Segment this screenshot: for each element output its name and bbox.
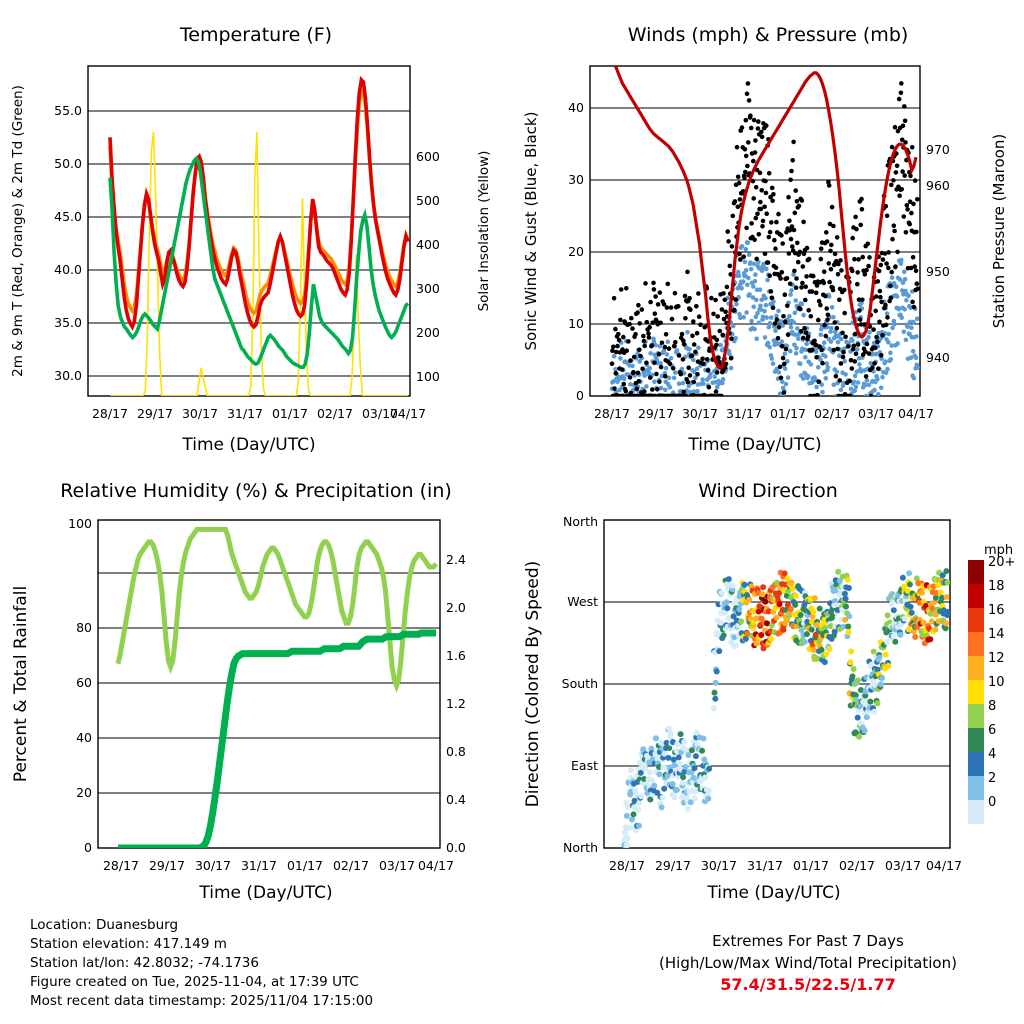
xtick-direction-2: 30/17: [700, 858, 738, 873]
svg-text:4: 4: [988, 747, 997, 762]
xtick-winds-1: 29/17: [637, 406, 675, 421]
ytick-winds-3: 30: [568, 172, 584, 187]
xtick-humidity-4: 01/17: [286, 858, 324, 873]
panel-humidity-precip: [0, 468, 512, 908]
ytick-direction-4: North: [563, 514, 598, 529]
svg-text:0: 0: [988, 795, 997, 810]
xtick-winds-6: 03/17: [857, 406, 895, 421]
xtick-winds-4: 01/17: [769, 406, 807, 421]
xtick-direction-1: 29/17: [654, 858, 692, 873]
svg-text:10: 10: [988, 675, 1005, 690]
ytick-right-winds-1: 950: [926, 264, 950, 279]
ytick-right-humidity-5: 2.0: [446, 600, 466, 615]
xtick-direction-0: 28/17: [608, 858, 646, 873]
xtick-direction-3: 31/17: [746, 858, 784, 873]
xtick-winds-7: 04/17: [897, 406, 935, 421]
ytick-right-humidity-0: 0.0: [446, 840, 466, 855]
ylabel-winds: Sonic Wind & Gust (Blue, Black): [522, 111, 540, 351]
xlabel-humidity: Time (Day/UTC): [199, 883, 333, 902]
temperature-plot: [0, 46, 512, 466]
ytick-right-temperature-2: 300: [416, 281, 440, 296]
xtick-winds-3: 31/17: [725, 406, 763, 421]
xtick-humidity-6: 03/17: [378, 858, 416, 873]
svg-text:20+: 20+: [988, 555, 1016, 570]
ytick-temperature-1: 35.0: [54, 315, 82, 330]
ytick-temperature-3: 45.0: [54, 209, 82, 224]
ylabel-right-temperature: Solar Insolation (Yellow): [476, 150, 492, 312]
xtick-temperature-3: 31/17: [226, 406, 264, 421]
svg-text:16: 16: [988, 603, 1005, 618]
ytick-right-temperature-3: 400: [416, 237, 440, 252]
panel-wind-direction: [512, 468, 1024, 908]
xtick-humidity-3: 31/17: [240, 858, 278, 873]
ytick-direction-1: East: [571, 758, 598, 773]
extremes-line2: (High/Low/Max Wind/Total Precipitation): [659, 954, 957, 972]
xtick-winds-5: 02/17: [813, 406, 851, 421]
ytick-right-humidity-2: 0.8: [446, 744, 466, 759]
ylabel-temperature: 2m & 9m T (Red, Orange) & 2m Td (Green): [10, 85, 26, 377]
xtick-humidity-5: 02/17: [332, 858, 370, 873]
xlabel-winds: Time (Day/UTC): [688, 435, 822, 455]
info-recent: Most recent data timestamp: 2025/11/04 17:15:00: [30, 993, 374, 1009]
xtick-temperature-2: 30/17: [181, 406, 219, 421]
info-created: Figure created on Tue, 2025-11-04, at 17:39 UTC: [30, 974, 359, 990]
xtick-humidity-2: 30/17: [194, 858, 232, 873]
extremes-line1: Extremes For Past 7 Days: [712, 932, 904, 950]
svg-text:6: 6: [988, 723, 997, 738]
ytick-humidity-1: 20: [76, 785, 92, 800]
ytick-humidity-4: 80: [76, 620, 92, 635]
extremes-values: 57.4/31.5/22.5/1.77: [720, 975, 896, 994]
info-latlon: Station lat/lon: 42.8032; -74.1736: [30, 955, 259, 971]
ytick-right-temperature-4: 500: [416, 193, 440, 208]
wind-speed-legend: [968, 543, 1015, 824]
xtick-direction-7: 04/17: [925, 858, 963, 873]
svg-text:14: 14: [988, 627, 1005, 642]
xlabel-direction: Time (Day/UTC): [707, 883, 841, 902]
wind-direction-plot: [512, 502, 1024, 902]
svg-text:2: 2: [988, 771, 997, 786]
xtick-direction-4: 01/17: [792, 858, 830, 873]
ytick-direction-3: West: [567, 594, 598, 609]
xtick-winds-2: 30/17: [681, 406, 719, 421]
ytick-right-humidity-6: 2.4: [446, 552, 466, 567]
ytick-right-temperature-0: 100: [416, 369, 440, 384]
ytick-winds-0: 0: [576, 388, 584, 403]
xtick-humidity-7: 04/17: [417, 858, 455, 873]
ytick-right-temperature-1: 200: [416, 325, 440, 340]
humidity-plot: [0, 502, 512, 902]
ytick-right-winds-3: 970: [926, 142, 950, 157]
ytick-humidity-5: 100: [68, 516, 92, 531]
ytick-winds-1: 10: [568, 316, 584, 331]
ytick-humidity-3: 60: [76, 675, 92, 690]
xtick-humidity-1: 29/17: [148, 858, 186, 873]
xtick-temperature-0: 28/17: [91, 406, 129, 421]
ytick-temperature-2: 40.0: [54, 262, 82, 277]
xtick-temperature-7: 04/17: [389, 406, 427, 421]
xtick-temperature-6: 03/17: [361, 406, 399, 421]
ytick-temperature-0: 30.0: [54, 368, 82, 383]
ylabel-right-winds: Station Pressure (Maroon): [990, 133, 1008, 329]
panel-temperature: [0, 0, 512, 468]
ytick-right-humidity-1: 0.4: [446, 792, 466, 807]
station-info: [30, 916, 373, 1011]
chart-title-humidity: Relative Humidity (%) & Precipitation (in): [60, 480, 452, 502]
ytick-right-humidity-3: 1.2: [446, 696, 466, 711]
panel-winds-pressure: [512, 0, 1024, 468]
ytick-winds-4: 40: [568, 100, 584, 115]
ytick-right-temperature-5: 600: [416, 149, 440, 164]
winds-plot: [512, 46, 1024, 466]
xlabel-temperature: Time (Day/UTC): [182, 435, 316, 455]
xtick-temperature-4: 01/17: [271, 406, 309, 421]
svg-text:mph: mph: [984, 543, 1014, 558]
svg-text:12: 12: [988, 651, 1005, 666]
xtick-temperature-1: 29/17: [136, 406, 174, 421]
svg-text:18: 18: [988, 579, 1005, 594]
ytick-right-winds-2: 960: [926, 178, 950, 193]
ytick-direction-0: North: [563, 840, 598, 855]
ylabel-humidity: Percent & Total Rainfall: [11, 585, 31, 783]
chart-title-winds: Winds (mph) & Pressure (mb): [627, 24, 909, 46]
xtick-winds-0: 28/17: [593, 406, 631, 421]
ylabel-direction: Direction (Colored By Speed): [523, 560, 543, 808]
info-elevation: Station elevation: 417.149 m: [30, 936, 227, 952]
chart-title-temperature: Temperature (F): [179, 24, 333, 46]
ytick-right-humidity-4: 1.6: [446, 648, 466, 663]
ytick-winds-2: 20: [568, 244, 584, 259]
extremes-block: [628, 930, 988, 996]
xtick-temperature-5: 02/17: [316, 406, 354, 421]
ytick-humidity-2: 40: [76, 730, 92, 745]
ytick-temperature-5: 55.0: [54, 103, 82, 118]
xtick-direction-6: 03/17: [884, 858, 922, 873]
ytick-humidity-0: 0: [84, 840, 92, 855]
xtick-humidity-0: 28/17: [102, 858, 140, 873]
info-location: Location: Duanesburg: [30, 917, 179, 933]
ytick-direction-2: South: [561, 676, 598, 691]
ytick-right-winds-0: 940: [926, 350, 950, 365]
svg-text:8: 8: [988, 699, 997, 714]
ytick-temperature-4: 50.0: [54, 156, 82, 171]
chart-title-wind-direction: Wind Direction: [698, 480, 838, 502]
xtick-direction-5: 02/17: [838, 858, 876, 873]
